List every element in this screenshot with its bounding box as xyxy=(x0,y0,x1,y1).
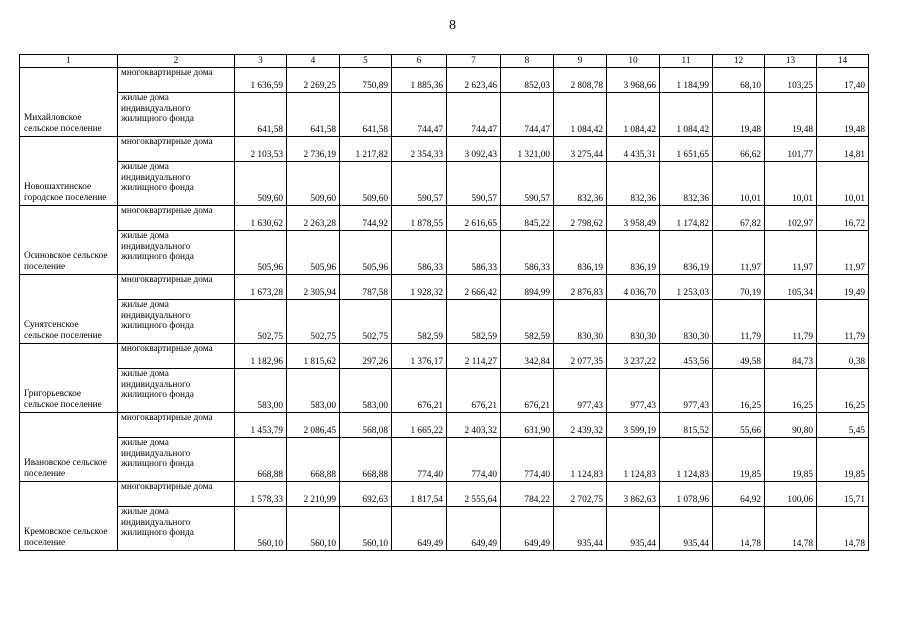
value-cell: 4 036,70 xyxy=(607,275,660,300)
value-cell: 1 885,36 xyxy=(392,68,447,93)
value-cell: 836,19 xyxy=(607,231,660,275)
value-cell: 509,60 xyxy=(287,162,340,206)
column-header: 2 xyxy=(118,55,235,68)
value-cell: 14,78 xyxy=(817,507,869,551)
value-cell: 3 237,22 xyxy=(607,344,660,369)
value-cell: 509,60 xyxy=(235,162,287,206)
value-cell: 668,88 xyxy=(287,438,340,482)
value-cell: 590,57 xyxy=(392,162,447,206)
tariff-table xyxy=(19,54,869,551)
value-cell: 668,88 xyxy=(340,438,392,482)
value-cell: 590,57 xyxy=(447,162,501,206)
value-cell: 11,97 xyxy=(713,231,765,275)
value-cell: 2 798,62 xyxy=(554,206,607,231)
value-cell: 0,38 xyxy=(817,344,869,369)
value-cell: 568,08 xyxy=(340,413,392,438)
housing-type-cell: многоквартирные дома xyxy=(118,68,235,93)
value-cell: 509,60 xyxy=(340,162,392,206)
value-cell: 560,10 xyxy=(235,507,287,551)
value-cell: 342,84 xyxy=(501,344,554,369)
value-cell: 676,21 xyxy=(392,369,447,413)
value-cell: 774,40 xyxy=(392,438,447,482)
value-cell: 10,01 xyxy=(817,162,869,206)
column-header: 5 xyxy=(340,55,392,68)
value-cell: 1 084,42 xyxy=(607,93,660,137)
value-cell: 649,49 xyxy=(447,507,501,551)
housing-type-cell: жилые дома индивидуального жилищного фонда xyxy=(118,162,235,206)
value-cell: 3 968,66 xyxy=(607,68,660,93)
column-header: 4 xyxy=(287,55,340,68)
housing-type-cell: многоквартирные дома xyxy=(118,413,235,438)
column-header: 3 xyxy=(235,55,287,68)
value-cell: 830,30 xyxy=(607,300,660,344)
value-cell: 590,57 xyxy=(501,162,554,206)
value-cell: 2 114,27 xyxy=(447,344,501,369)
housing-type-cell: жилые дома индивидуального жилищного фонда xyxy=(118,231,235,275)
value-cell: 676,21 xyxy=(447,369,501,413)
value-cell: 744,47 xyxy=(501,93,554,137)
value-cell: 977,43 xyxy=(554,369,607,413)
value-cell: 586,33 xyxy=(392,231,447,275)
value-cell: 668,88 xyxy=(235,438,287,482)
housing-type-cell: многоквартирные дома xyxy=(118,482,235,507)
value-cell: 3 275,44 xyxy=(554,137,607,162)
value-cell: 676,21 xyxy=(501,369,554,413)
value-cell: 784,22 xyxy=(501,482,554,507)
column-header: 14 xyxy=(817,55,869,68)
value-cell: 2 439,32 xyxy=(554,413,607,438)
value-cell: 297,26 xyxy=(340,344,392,369)
value-cell: 935,44 xyxy=(660,507,713,551)
table-row xyxy=(20,300,869,344)
value-cell: 14,81 xyxy=(817,137,869,162)
value-cell: 105,34 xyxy=(765,275,817,300)
value-cell: 1 182,96 xyxy=(235,344,287,369)
value-cell: 101,77 xyxy=(765,137,817,162)
value-cell: 90,80 xyxy=(765,413,817,438)
value-cell: 1 453,79 xyxy=(235,413,287,438)
value-cell: 2 876,83 xyxy=(554,275,607,300)
value-cell: 11,79 xyxy=(713,300,765,344)
value-cell: 582,59 xyxy=(501,300,554,344)
housing-type-cell: многоквартирные дома xyxy=(118,344,235,369)
municipality-cell: Григорьевское сельское поселение xyxy=(20,344,118,413)
value-cell: 774,40 xyxy=(501,438,554,482)
table-row xyxy=(20,275,869,300)
value-cell: 453,56 xyxy=(660,344,713,369)
municipality-cell: Новошахтинское городское поселение xyxy=(20,137,118,206)
value-cell: 11,97 xyxy=(765,231,817,275)
value-cell: 64,92 xyxy=(713,482,765,507)
value-cell: 19,85 xyxy=(765,438,817,482)
value-cell: 16,25 xyxy=(765,369,817,413)
value-cell: 583,00 xyxy=(235,369,287,413)
value-cell: 1 253,03 xyxy=(660,275,713,300)
value-cell: 502,75 xyxy=(235,300,287,344)
value-cell: 2 403,32 xyxy=(447,413,501,438)
value-cell: 744,47 xyxy=(392,93,447,137)
table-row xyxy=(20,413,869,438)
value-cell: 2 702,75 xyxy=(554,482,607,507)
column-header: 10 xyxy=(607,55,660,68)
value-cell: 66,62 xyxy=(713,137,765,162)
housing-type-cell: жилые дома индивидуального жилищного фонда xyxy=(118,507,235,551)
value-cell: 830,30 xyxy=(660,300,713,344)
value-cell: 935,44 xyxy=(607,507,660,551)
housing-type-cell: многоквартирные дома xyxy=(118,137,235,162)
value-cell: 845,22 xyxy=(501,206,554,231)
value-cell: 19,48 xyxy=(713,93,765,137)
value-cell: 505,96 xyxy=(287,231,340,275)
value-cell: 1 651,65 xyxy=(660,137,713,162)
housing-type-cell: многоквартирные дома xyxy=(118,206,235,231)
value-cell: 2 086,45 xyxy=(287,413,340,438)
value-cell: 744,47 xyxy=(447,93,501,137)
table-row xyxy=(20,68,869,93)
housing-type-cell: жилые дома индивидуального жилищного фонда xyxy=(118,300,235,344)
value-cell: 631,90 xyxy=(501,413,554,438)
value-cell: 582,59 xyxy=(447,300,501,344)
value-cell: 1 124,83 xyxy=(554,438,607,482)
value-cell: 641,58 xyxy=(235,93,287,137)
municipality-cell: Осиновское сельское поселение xyxy=(20,206,118,275)
value-cell: 583,00 xyxy=(287,369,340,413)
value-cell: 1 084,42 xyxy=(660,93,713,137)
value-cell: 19,49 xyxy=(817,275,869,300)
table-row xyxy=(20,438,869,482)
value-cell: 815,52 xyxy=(660,413,713,438)
value-cell: 1 078,96 xyxy=(660,482,713,507)
value-cell: 67,82 xyxy=(713,206,765,231)
value-cell: 852,03 xyxy=(501,68,554,93)
value-cell: 14,78 xyxy=(765,507,817,551)
housing-type-cell: жилые дома индивидуального жилищного фонда xyxy=(118,369,235,413)
value-cell: 1 217,82 xyxy=(340,137,392,162)
table-row xyxy=(20,231,869,275)
table-row xyxy=(20,137,869,162)
column-header: 9 xyxy=(554,55,607,68)
value-cell: 502,75 xyxy=(340,300,392,344)
value-cell: 830,30 xyxy=(554,300,607,344)
value-cell: 2 263,28 xyxy=(287,206,340,231)
table-row xyxy=(20,206,869,231)
value-cell: 1 817,54 xyxy=(392,482,447,507)
value-cell: 1 673,28 xyxy=(235,275,287,300)
value-cell: 2 623,46 xyxy=(447,68,501,93)
value-cell: 84,73 xyxy=(765,344,817,369)
value-cell: 2 077,35 xyxy=(554,344,607,369)
table-body xyxy=(20,68,869,551)
value-cell: 505,96 xyxy=(235,231,287,275)
value-cell: 102,97 xyxy=(765,206,817,231)
value-cell: 586,33 xyxy=(501,231,554,275)
value-cell: 3 092,43 xyxy=(447,137,501,162)
value-cell: 5,45 xyxy=(817,413,869,438)
value-cell: 1 174,82 xyxy=(660,206,713,231)
value-cell: 1 636,59 xyxy=(235,68,287,93)
value-cell: 1 878,55 xyxy=(392,206,447,231)
value-cell: 2 210,99 xyxy=(287,482,340,507)
value-cell: 836,19 xyxy=(554,231,607,275)
value-cell: 1 815,62 xyxy=(287,344,340,369)
value-cell: 560,10 xyxy=(287,507,340,551)
value-cell: 641,58 xyxy=(287,93,340,137)
value-cell: 1 376,17 xyxy=(392,344,447,369)
value-cell: 750,89 xyxy=(340,68,392,93)
value-cell: 692,63 xyxy=(340,482,392,507)
value-cell: 11,79 xyxy=(817,300,869,344)
table-header-row xyxy=(20,55,869,68)
value-cell: 19,85 xyxy=(817,438,869,482)
value-cell: 16,25 xyxy=(817,369,869,413)
value-cell: 583,00 xyxy=(340,369,392,413)
value-cell: 103,25 xyxy=(765,68,817,93)
housing-type-cell: жилые дома индивидуального жилищного фонда xyxy=(118,93,235,137)
value-cell: 977,43 xyxy=(607,369,660,413)
value-cell: 832,36 xyxy=(554,162,607,206)
value-cell: 19,48 xyxy=(765,93,817,137)
table-row xyxy=(20,369,869,413)
value-cell: 894,99 xyxy=(501,275,554,300)
value-cell: 1 321,00 xyxy=(501,137,554,162)
value-cell: 1 124,83 xyxy=(607,438,660,482)
value-cell: 560,10 xyxy=(340,507,392,551)
value-cell: 582,59 xyxy=(392,300,447,344)
value-cell: 649,49 xyxy=(392,507,447,551)
housing-type-cell: многоквартирные дома xyxy=(118,275,235,300)
value-cell: 586,33 xyxy=(447,231,501,275)
value-cell: 3 862,63 xyxy=(607,482,660,507)
value-cell: 2 269,25 xyxy=(287,68,340,93)
municipality-cell: Кремовское сельское поселение xyxy=(20,482,118,551)
value-cell: 70,19 xyxy=(713,275,765,300)
value-cell: 11,97 xyxy=(817,231,869,275)
column-header: 12 xyxy=(713,55,765,68)
table-row xyxy=(20,93,869,137)
value-cell: 1 665,22 xyxy=(392,413,447,438)
value-cell: 935,44 xyxy=(554,507,607,551)
value-cell: 100,06 xyxy=(765,482,817,507)
value-cell: 1 084,42 xyxy=(554,93,607,137)
municipality-cell: Ивановское сельское поселение xyxy=(20,413,118,482)
column-header: 6 xyxy=(392,55,447,68)
value-cell: 641,58 xyxy=(340,93,392,137)
value-cell: 977,43 xyxy=(660,369,713,413)
value-cell: 1 184,99 xyxy=(660,68,713,93)
value-cell: 505,96 xyxy=(340,231,392,275)
value-cell: 774,40 xyxy=(447,438,501,482)
table-row xyxy=(20,482,869,507)
column-header: 8 xyxy=(501,55,554,68)
value-cell: 2 616,65 xyxy=(447,206,501,231)
municipality-cell: Михайловское сельское поселение xyxy=(20,68,118,137)
column-header: 11 xyxy=(660,55,713,68)
municipality-cell: Сунятсенское сельское поселение xyxy=(20,275,118,344)
value-cell: 16,25 xyxy=(713,369,765,413)
value-cell: 836,19 xyxy=(660,231,713,275)
value-cell: 16,72 xyxy=(817,206,869,231)
value-cell: 19,48 xyxy=(817,93,869,137)
value-cell: 55,66 xyxy=(713,413,765,438)
column-header: 13 xyxy=(765,55,817,68)
table-row xyxy=(20,162,869,206)
value-cell: 744,92 xyxy=(340,206,392,231)
page-number: 8 xyxy=(449,18,456,33)
value-cell: 14,78 xyxy=(713,507,765,551)
value-cell: 4 435,31 xyxy=(607,137,660,162)
value-cell: 787,58 xyxy=(340,275,392,300)
value-cell: 2 808,78 xyxy=(554,68,607,93)
column-header: 7 xyxy=(447,55,501,68)
value-cell: 832,36 xyxy=(607,162,660,206)
value-cell: 19,85 xyxy=(713,438,765,482)
value-cell: 10,01 xyxy=(713,162,765,206)
value-cell: 1 630,62 xyxy=(235,206,287,231)
value-cell: 15,71 xyxy=(817,482,869,507)
value-cell: 68,10 xyxy=(713,68,765,93)
value-cell: 3 599,19 xyxy=(607,413,660,438)
table-row xyxy=(20,344,869,369)
table-row xyxy=(20,507,869,551)
value-cell: 1 578,33 xyxy=(235,482,287,507)
value-cell: 2 666,42 xyxy=(447,275,501,300)
value-cell: 502,75 xyxy=(287,300,340,344)
value-cell: 2 354,33 xyxy=(392,137,447,162)
value-cell: 2 305,94 xyxy=(287,275,340,300)
value-cell: 1 124,83 xyxy=(660,438,713,482)
housing-type-cell: жилые дома индивидуального жилищного фонда xyxy=(118,438,235,482)
value-cell: 3 958,49 xyxy=(607,206,660,231)
value-cell: 1 928,32 xyxy=(392,275,447,300)
column-header: 1 xyxy=(20,55,118,68)
value-cell: 649,49 xyxy=(501,507,554,551)
value-cell: 10,01 xyxy=(765,162,817,206)
value-cell: 49,58 xyxy=(713,344,765,369)
value-cell: 2 555,64 xyxy=(447,482,501,507)
value-cell: 2 103,53 xyxy=(235,137,287,162)
value-cell: 17,40 xyxy=(817,68,869,93)
value-cell: 832,36 xyxy=(660,162,713,206)
value-cell: 11,79 xyxy=(765,300,817,344)
value-cell: 2 736,19 xyxy=(287,137,340,162)
